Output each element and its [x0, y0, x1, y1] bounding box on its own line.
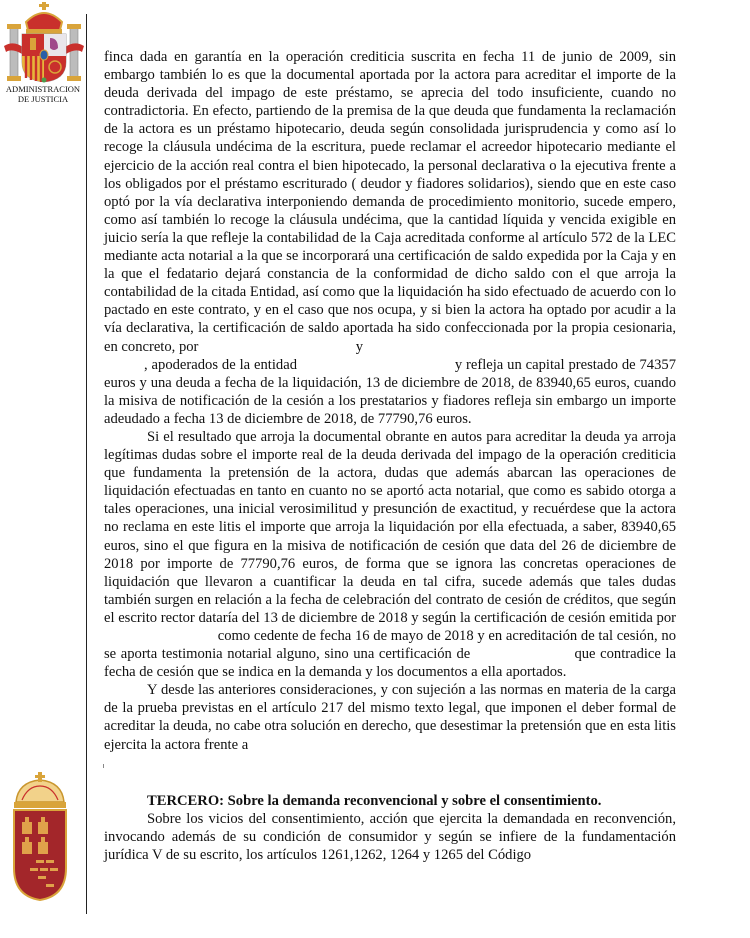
- paragraph-2: [104, 428, 676, 681]
- paragraph-1b-start: , apoderados de la entidad: [144, 356, 297, 373]
- paragraph-1-tail: y: [355, 338, 364, 355]
- paragraph-3: [104, 681, 676, 753]
- paragraph-4: [104, 810, 676, 864]
- stray-mark: [103, 764, 104, 768]
- paragraph-4-text: Sobre los vicios del consentimiento, acción que ejercita la demandada en reconvención, invocando además de su condición de consumidor y según se infiere de la fundamentación jurídica V de su escrito, los artículos 1261,1262, 1264 y 1265 del Código: [104, 810, 676, 863]
- murcia-coat-of-arms-icon: [8, 772, 72, 902]
- paragraph-1-text: finca dada en garantía en la operación crediticia suscrita en fecha 11 de junio de 2009, sin embargo también lo es que la documental aportada por la actora para acreditar el importe de la deuda derivada del impago de este préstamo, se aprecia del todo insuficiente, cuando no contradictoria. En efecto, partiendo de la premisa de la que deuda que fundamenta la reclamación de la actora es un préstamo hipotecario, deuda según consolidada jurisprudencia y como así lo recoge la cláusula undécima de la escritura, puede reclamar el acreedor hipotecario mediante el ejercicio de la acción real contra el bien hipotecado, la personal declarativa o la ejecutiva frente a los obligados por el préstamo escriturado ( deudor y fiadores solidarios), siendo que en este caso optó por la vía declarativa interponiendo demanda de procedimiento monitorio, sucede empero, como así también lo recoge la cláusula undécima, que la cantidad líquida y vencida exigible en juicio sería la que refleje la contabilidad de la Caja acreditada conforme al artículo 572 de la LEC mediante acta notarial a la que se incorporará una certificación de saldo expedida por la Caja y en la que el fedatario dejará constancia de la conformidad de dicho saldo con el que arroja la contabilidad de la citada Entidad, así como que la liquidación ha sido efectuado de acuerdo con lo pactado en este contrato, y en el caso que nos ocupa, y si bien la actora ha optado por acudir a la vía declarativa, la certificación de saldo aportada ha sido confeccionada por la propia cesionaria, en concreto, por: [104, 49, 676, 355]
- paragraph-1b-rest: y refleja un capital prestado de 74357 euros y una deuda a fecha de la liquidación, 13 de diciembre de 2018, de 83940,65 euros, cuando la misiva de notificación de la cesión a los prestatarios y fiadores refleja sin embargo un importe adeudado a fecha 13 de diciembre de 2018, de 77790,76 euros.: [104, 356, 676, 427]
- seal-caption-line2: DE JUSTICIA: [17, 94, 69, 104]
- margin-rule: [86, 14, 87, 914]
- paragraph-2a: Si el resultado que arroja la documental obrante en autos para acreditar la deuda ya arroja legítimas dudas sobre el importe real de la deuda derivada del impago de la operación crediticia que fundamenta la pretensión de la actora, dudas que además abarcan las operaciones de liquidación efectuadas en tanto en cuanto no se aportó acta notarial, que como es sabido otorga a tales operaciones, una inicial verosimilitud y presunción de exactitud, y recuérdese que la actora no reclama en este litis el importe que arroja la liquidación por ella efectuada, a saber, 83940,65 euros, sino el que figura en la misiva de notificación de cesión que data del 26 de diciembre de 2018 por importe de 77790,76 euros, de forma que se ignora las concretas operaciones de liquidación que llevaron a cuantificar la deuda en tal cifra, sucede además que tales dudas también surgen en relación a la fecha de celebración del contrato de cesión de créditos, que según el escrito rector dataría del 13 de diciembre de 2018 y según la certificación de cesión emitida por: [104, 428, 676, 626]
- paragraph-3-text: Y desde las anteriores consideraciones, y con sujeción a las normas en materia de la carga de la prueba previstas en el artículo 217 del mismo texto legal, que imponen el deber formal de acreditar la deuda, no cabe otra solución en derecho, que desestimar la pretensión que en esta litis ejercita la actora frente a: [104, 682, 676, 753]
- paragraph-2b: como cedente de fecha 16 de mayo de 2018 y en acreditación de tal cesión, no se aporta testimonia notarial alguno, sino una certificación de: [104, 628, 676, 663]
- paragraph-2c: que contradice la fecha de cesión que se indica en la demanda y los documentos a ella aportados.: [104, 646, 677, 681]
- seal-caption-line1: ADMINISTRACION: [5, 84, 81, 94]
- seal-caption: [0, 84, 86, 104]
- paragraph-1: [104, 48, 676, 428]
- section-heading: TERCERO: Sobre la demanda reconvencional y sobre el consentimiento.: [147, 792, 602, 809]
- spain-coat-of-arms-icon: [2, 0, 86, 88]
- spacer: [104, 754, 676, 792]
- document-body: [104, 48, 676, 864]
